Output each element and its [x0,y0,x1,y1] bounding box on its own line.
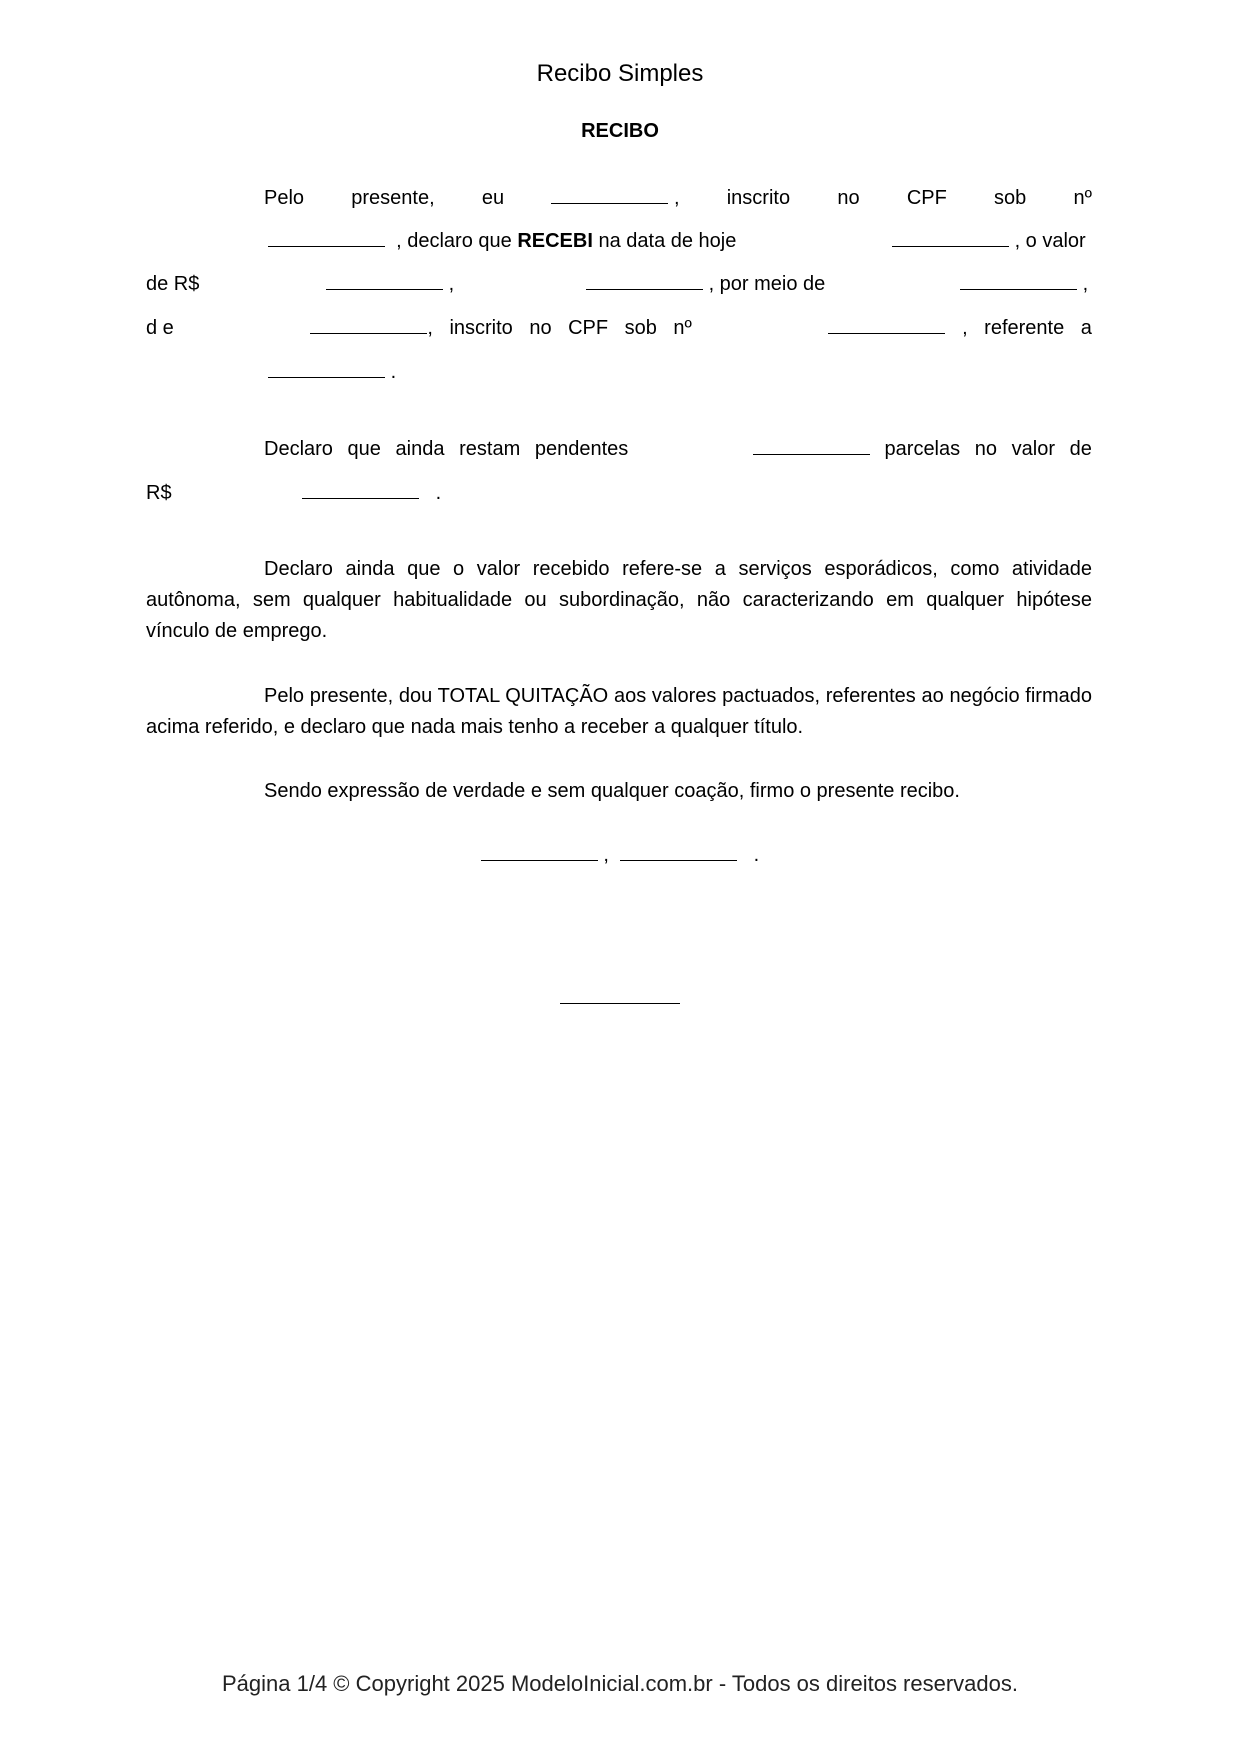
word: parcelas [884,438,961,460]
word: que [347,438,381,460]
word: de [1069,438,1092,460]
blank-field[interactable] [586,275,703,290]
word: eu [481,187,505,209]
blank-field[interactable] [268,363,385,378]
blank-field[interactable] [268,232,385,247]
word: presente, [351,187,435,209]
word: Declaro [264,438,333,460]
p1-line-3-b: , [326,272,454,296]
signature-line[interactable] [560,1003,680,1004]
blank-field[interactable] [828,319,945,334]
blank-field[interactable] [310,319,427,334]
blank-field[interactable] [481,846,598,861]
paragraph-5 [146,776,1092,807]
blank-group: , [828,316,967,340]
word: inscrito [449,317,513,339]
paragraph-4 [146,681,1092,743]
p1-line-5: . [268,360,396,384]
p1-line-1 [264,186,1092,210]
word: sob [994,187,1027,209]
blank-field[interactable] [620,846,737,861]
word: no [837,187,860,209]
word: Pelo [264,187,305,209]
paragraph-text: Sendo expressão de verdade e sem qualquer coação, firmo o presente recibo. [264,780,960,802]
p1-line-2-end: , o valor [892,229,1086,253]
blank-field[interactable] [326,275,443,290]
word: no [974,438,998,460]
p1-line-3-start: de R$ [146,273,200,295]
bold-word: RECEBI [517,230,593,252]
blank-name-group: , [551,186,679,210]
p1-line-4 [146,316,1092,340]
blank-field[interactable] [302,484,419,499]
word: sob [624,317,657,339]
p1-line-2: , declaro que RECEBI na data de hoje [264,229,1092,253]
document-title: RECIBO [581,120,659,142]
p1-line-3-d: , [960,272,1088,296]
word: nº [1073,187,1092,209]
word: CPF [568,317,609,339]
p2-line-2-end: . [302,481,441,505]
blank-field[interactable] [892,232,1009,247]
paragraph-3 [146,554,1092,647]
page-footer: Página 1/4 © Copyright 2025 ModeloInicial.com.br - Todos os direitos reservados. [222,1671,1018,1696]
blank-group: , [310,316,433,340]
word: pendentes [534,438,629,460]
blank-field[interactable] [753,440,870,455]
word: inscrito [726,187,791,209]
word: nº [673,317,692,339]
word: a [1080,317,1092,339]
p2-line-2-start: R$ [146,482,172,504]
word: d e [146,317,174,339]
date-line: , . [0,843,1240,867]
p2-line-1 [264,437,1092,461]
paragraph-text: Declaro ainda que o valor recebido refere-se a serviços esporádicos, como atividade autônoma, sem qualquer habitualidade ou subordinação, não caracterizando em qualquer hipótese vínculo de emprego. [146,558,1092,642]
word: ainda [395,438,445,460]
blank-field[interactable] [960,275,1077,290]
word: CPF [906,187,947,209]
blank-field[interactable] [551,189,668,204]
p1-line-3-c: , por meio de [586,272,825,296]
word: valor [1011,438,1055,460]
word: restam [459,438,521,460]
paragraph-text: Pelo presente, dou TOTAL QUITAÇÃO aos valores pactuados, referentes ao negócio firmado acima referido, e declaro que nada mais tenho a receber a qualquer título. [146,685,1092,738]
word: referente [984,317,1065,339]
page-header-title: Recibo Simples [536,60,704,87]
word: no [529,317,552,339]
